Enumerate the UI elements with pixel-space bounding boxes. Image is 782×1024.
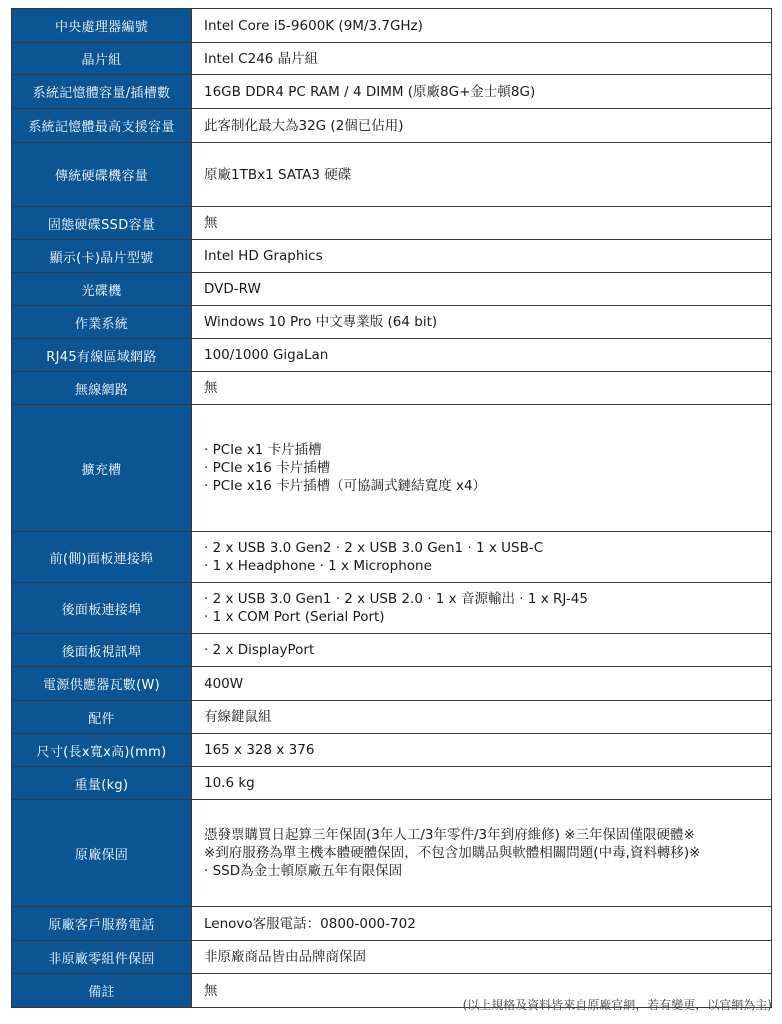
spec-value-line: 原廠1TBx1 SATA3 硬碟 [204,166,352,183]
spec-row [12,143,772,207]
spec-value-line: 此客制化最大為32G (2個已佔用) [204,117,404,134]
spec-value [192,109,772,143]
spec-label: 顯示(卡)晶片型號 [12,240,192,273]
spec-value-line: 無 [204,215,218,231]
spec-label: 光碟機 [12,273,192,306]
spec-value [192,75,772,109]
spec-value [192,9,772,43]
spec-value [192,767,772,800]
spec-value-line: 非原廠商品皆由品牌商保固 [204,949,366,965]
spec-value [192,339,772,372]
spec-row [12,767,772,800]
spec-value [192,583,772,634]
spec-label: 系統記憶體容量/插槽數 [12,75,192,109]
spec-label: 原廠保固 [12,800,192,907]
spec-table [11,8,772,1008]
spec-value [192,634,772,667]
spec-label: 作業系統 [12,306,192,339]
spec-value-line: Intel HD Graphics [204,248,323,264]
spec-value-line: 有線鍵鼠組 [204,709,272,725]
spec-value [192,907,772,941]
spec-label: 無線網路 [12,372,192,405]
spec-value [192,306,772,339]
spec-value-line: Intel Core i5-9600K (9M/3.7GHz) [204,17,423,34]
spec-row [12,9,772,43]
spec-label: 電源供應器瓦數(W) [12,667,192,701]
spec-value-line: · 1 x Headphone · 1 x Microphone [204,558,432,574]
spec-value-line: · PCIe x16 卡片插槽（可協調式鏈結寬度 x4） [204,478,487,494]
spec-label: 系統記憶體最高支援容量 [12,109,192,143]
spec-value-line: · SSD為金士頓原廠五年有限保固 [204,863,403,879]
spec-row [12,701,772,734]
spec-value [192,800,772,907]
spec-row [12,634,772,667]
spec-table-body [12,9,772,1008]
spec-value [192,667,772,701]
spec-label: 晶片組 [12,43,192,75]
spec-value [192,240,772,273]
spec-value [192,273,772,306]
spec-row [12,667,772,701]
spec-value-line: · 2 x USB 3.0 Gen2 · 2 x USB 3.0 Gen1 · 1 x USB-C [204,540,544,556]
spec-row [12,75,772,109]
spec-value [192,941,772,974]
spec-value-line: 10.6 kg [204,775,255,791]
spec-label: 中央處理器編號 [12,9,192,43]
spec-row [12,207,772,240]
spec-value [192,405,772,532]
spec-label: 前(側)面板連接埠 [12,532,192,583]
spec-row [12,43,772,75]
spec-label: 擴充槽 [12,405,192,532]
spec-label: RJ45有線區域網路 [12,339,192,372]
spec-row [12,907,772,941]
spec-row [12,583,772,634]
spec-value-line: Lenovo客服電話：0800-000-702 [204,915,416,932]
spec-value-line: Intel C246 晶片組 [204,50,319,67]
spec-label: 非原廠零組件保固 [12,941,192,974]
spec-value [192,207,772,240]
spec-label: 傳統硬碟機容量 [12,143,192,207]
spec-label: 固態硬碟SSD容量 [12,207,192,240]
spec-value-line: 165 x 328 x 376 [204,742,315,758]
spec-label: 原廠客戶服務電話 [12,907,192,941]
spec-value-line: 400W [204,675,244,692]
spec-value-line: 無 [204,982,218,999]
spec-value-line: ※到府服務為單主機本體硬體保固，不包含加購品與軟體相關問題(中毒,資料轉移)※ [204,845,701,861]
spec-value-line: Windows 10 Pro 中文專業版 (64 bit) [204,314,438,330]
spec-value-line: 憑發票購買日起算三年保固(3年人工/3年零件/3年到府維修) ※三年保固僅限硬體※ [204,827,695,843]
spec-row [12,941,772,974]
spec-value-line: · 2 x DisplayPort [204,642,315,658]
spec-value [192,734,772,767]
spec-value [192,532,772,583]
spec-row [12,339,772,372]
spec-value [192,372,772,405]
spec-row [12,273,772,306]
spec-row [12,800,772,907]
spec-value-line: 無 [204,380,218,396]
spec-row [12,306,772,339]
spec-label: 配件 [12,701,192,734]
spec-value-line: · PCIe x1 卡片插槽 [204,442,322,458]
footnote: (以上規格及資料皆來自原廠官網，若有變更，以官網為主) [462,998,772,1012]
spec-label: 重量(kg) [12,767,192,800]
spec-value-line: · 2 x USB 3.0 Gen1 · 2 x USB 2.0 · 1 x 音源輸出 · 1 x RJ-45 [204,591,588,607]
spec-row [12,372,772,405]
spec-row [12,734,772,767]
spec-row [12,532,772,583]
spec-value-line: 100/1000 GigaLan [204,347,329,363]
spec-value-line: · PCIe x16 卡片插槽 [204,460,331,476]
spec-label: 後面板連接埠 [12,583,192,634]
spec-value [192,43,772,75]
spec-value [192,143,772,207]
spec-label: 尺寸(長x寬x高)(mm) [12,734,192,767]
spec-label: 備註 [12,974,192,1008]
spec-row [12,109,772,143]
spec-row [12,240,772,273]
spec-value [192,701,772,734]
spec-value-line: 16GB DDR4 PC RAM / 4 DIMM (原廠8G+金士頓8G) [204,83,536,100]
spec-row [12,405,772,532]
spec-value-line: · 1 x COM Port (Serial Port) [204,609,385,625]
spec-value-line: DVD-RW [204,281,261,297]
spec-label: 後面板視訊埠 [12,634,192,667]
